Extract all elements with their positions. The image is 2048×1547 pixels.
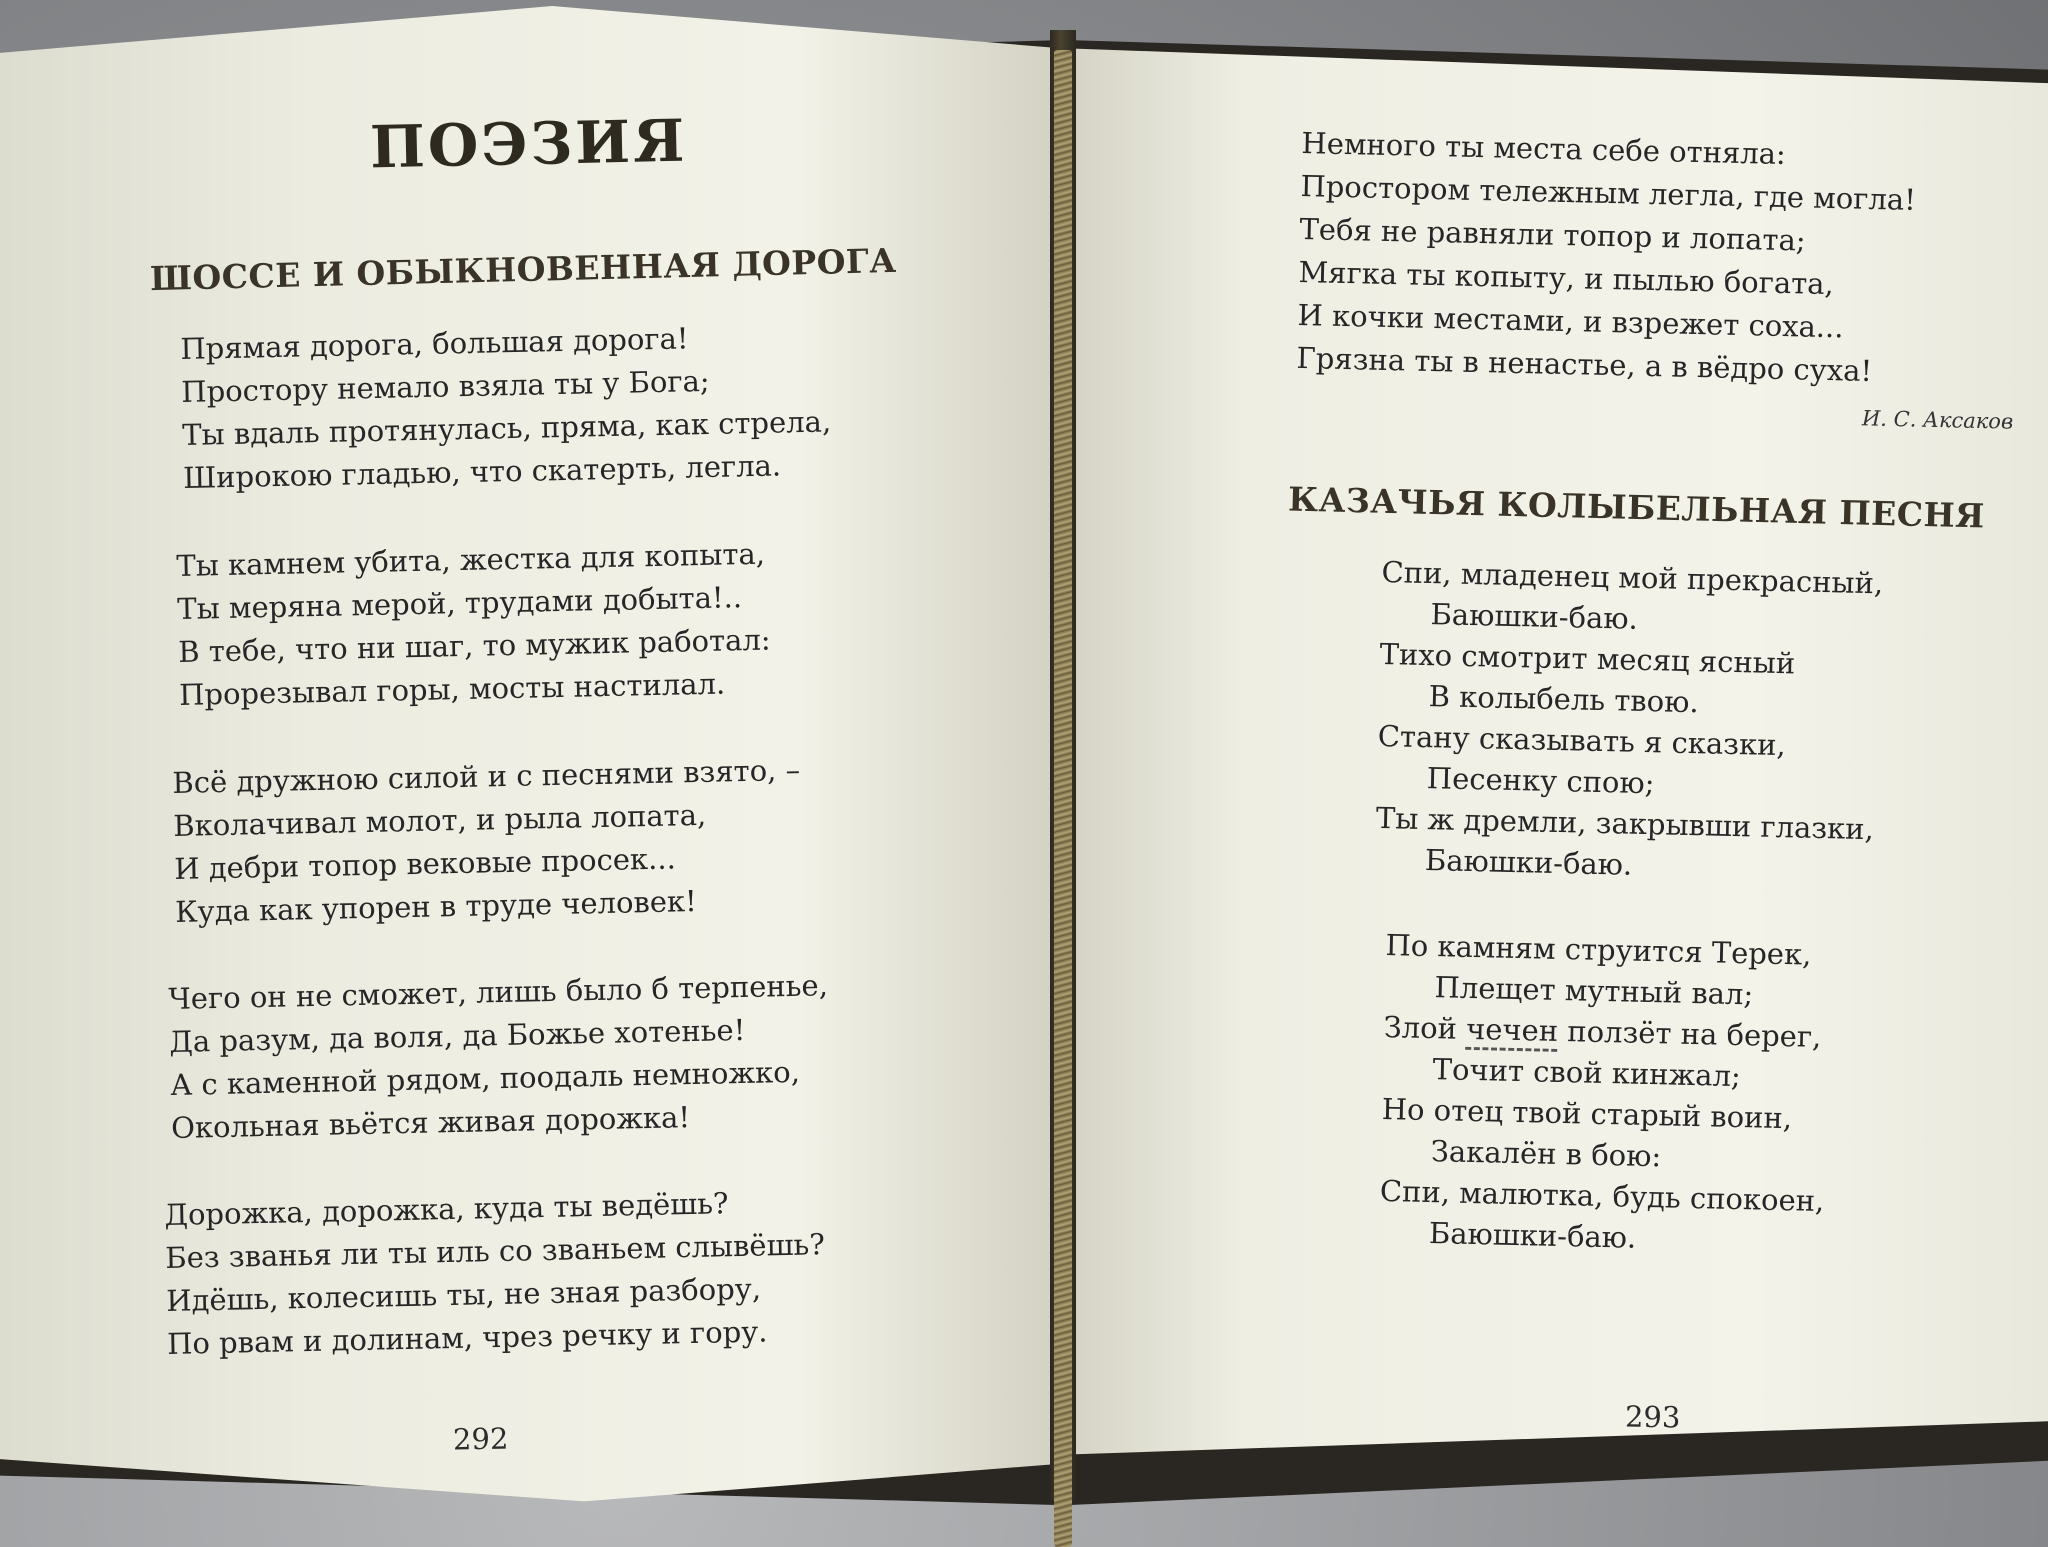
poem-line: По рвам и долинам, чрез речку и гору. [166, 1314, 768, 1361]
poem-line: По камням струится Терек, [1385, 927, 1812, 972]
poem-line-indented: Баюшки-баю. [1424, 843, 1633, 882]
poem-line-indented: Закалён в бою: [1430, 1134, 1662, 1174]
right-continuation-stanza [1296, 122, 1917, 394]
poem-line: Стану сказывать я сказки, [1377, 718, 1787, 763]
poem-line: Прорезывал горы, мосты настилал. [178, 666, 726, 712]
poem-line: Прямая дорога, большая дорога! [180, 321, 689, 366]
poem-line-indented: Баюшки-баю. [1428, 1216, 1637, 1255]
line-text: Злой [1383, 1009, 1467, 1046]
left-stanza-1 [180, 314, 832, 500]
left-poem-title: ШОССЕ И ОБЫКНОВЕННАЯ ДОРОГА [149, 240, 898, 299]
poem-line-indented: Плещет мутный вал; [1434, 970, 1754, 1012]
poem-line: Куда как упорен в труде человек! [174, 884, 698, 929]
left-stanza-4 [168, 964, 831, 1150]
left-stanza-2 [176, 533, 772, 717]
poem-line-indented: Баюшки-баю. [1430, 597, 1639, 636]
bookmark-ribbon[interactable] [1054, 50, 1072, 1547]
poem-line: Чего он не сможет, лишь было б терпенье, [168, 968, 829, 1016]
right-poem-title: КАЗАЧЬЯ КОЛЫБЕЛЬНАЯ ПЕСНЯ [1287, 479, 1986, 536]
author-signature: И. С. Аксаков [1861, 406, 2014, 434]
poem-line: Да разум, да воля, да Божье хотенье! [168, 1012, 746, 1059]
poem-line: Ты камнем убита, жестка для копыта, [176, 536, 766, 583]
left-page-number: 292 [452, 1421, 509, 1457]
poem-line-indented: Песенку спою; [1426, 761, 1655, 801]
underlined-word: чечен [1465, 1011, 1559, 1048]
poem-line: Ты вдаль протянулась, пряма, как стрела, [181, 404, 832, 452]
poem-line: Ты ж дремли, закрывши глазки, [1375, 800, 1875, 847]
poem-line: Идёшь, колесишь ты, не зная разбору, [165, 1271, 762, 1318]
poem-line-indented: Точит свой кинжал; [1432, 1052, 1742, 1094]
left-stanza-5 [164, 1180, 827, 1366]
lullaby-stanza-1 [1375, 552, 1884, 891]
poem-line: А с каменной рядом, поодаль немножко, [169, 1054, 801, 1102]
poem-line: И дебри топор вековые просек... [173, 841, 677, 886]
poem-line: В тебе, что ни шаг, то мужик работал: [177, 622, 771, 669]
left-stanza-3 [172, 749, 803, 934]
section-title: ПОЭЗИЯ [369, 106, 688, 182]
poem-line: Но отец твой старый воин, [1381, 1091, 1793, 1136]
poem-line: Без званья ли ты иль со званьем слывёшь? [164, 1227, 826, 1275]
poem-line: Немного ты места себе отняла: [1301, 125, 1787, 171]
poem-line: Грязна ты в ненастье, а в вёдро суха! [1296, 340, 1873, 388]
poem-line: Ты меряна мерой, трудами добыта!.. [176, 580, 743, 626]
poem-line: Простором тележным легла, где могла! [1300, 168, 1917, 217]
right-page-number: 293 [1624, 1399, 1681, 1435]
poem-line-indented: В колыбель твою. [1428, 679, 1700, 720]
poem-line: Тихо смотрит месяц ясный [1379, 636, 1796, 681]
poem-line: Спи, малютка, будь спокоен, [1379, 1173, 1825, 1219]
poem-line: Простору немало взяла ты у Бога; [180, 363, 710, 409]
poem-line: Окольная вьётся живая дорожка! [170, 1100, 691, 1145]
poem-line: Мягка ты копыту, и пылью богата, [1298, 254, 1835, 302]
lullaby-stanza-2 [1379, 925, 1831, 1263]
poem-line: И кочки местами, и взрежет соха... [1297, 297, 1844, 345]
poem-line: Спи, младенец мой прекрасный, [1381, 554, 1884, 601]
poem-line: Широкою гладью, что скатерть, легла. [182, 448, 782, 495]
poem-line: Всё дружною силой и с песнями взято, – [172, 752, 801, 800]
line-text: ползёт на берег, [1557, 1013, 1822, 1054]
poem-line: Вколачивал молот, и рыла лопата, [172, 797, 707, 843]
poem-line: Тебя не равняли топор и лопата; [1299, 211, 1807, 258]
poem-line: Дорожка, дорожка, куда ты ведёшь? [164, 1186, 729, 1232]
